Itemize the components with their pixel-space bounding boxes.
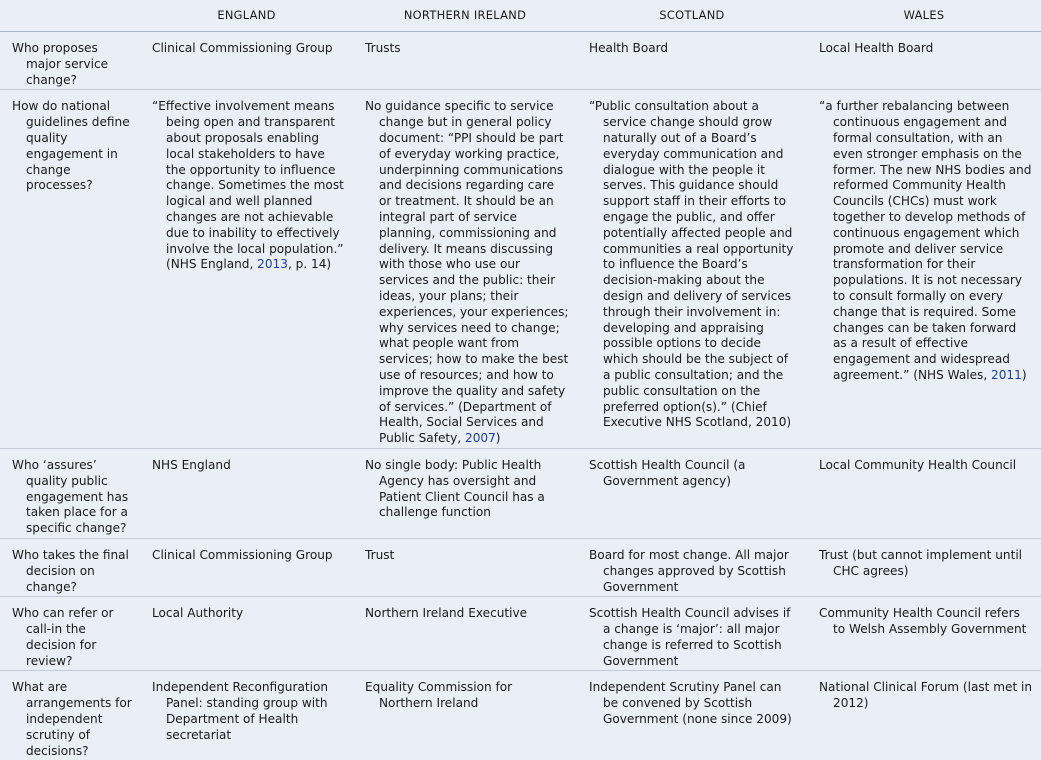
row-question: [0, 448, 140, 538]
cell-scotland: Health Board: [577, 32, 807, 90]
question-text: What are arrangements for independent scrutiny of decisions?: [12, 680, 132, 758]
cell-scotland: Scottish Health Council advises if a change is ‘major’: all major change is referred to Scottish Government: [577, 597, 807, 671]
cell-wales: Local Health Board: [807, 32, 1041, 90]
table-row: [0, 597, 1041, 671]
row-question: [0, 90, 140, 449]
header-wales: WALES: [807, 0, 1041, 32]
row-question: [0, 597, 140, 671]
citation-link-2011[interactable]: 2011: [991, 367, 1022, 382]
cell-wales: [807, 90, 1041, 449]
question-text: Who ‘assures’ quality public engagement has taken place for a specific change?: [12, 457, 129, 536]
cell-northern-ireland: Equality Commission for Northern Ireland: [365, 680, 513, 711]
cell-scotland: [577, 90, 807, 449]
cell-northern-ireland: Trust: [353, 538, 577, 596]
header-northern-ireland: NORTHERN IRELAND: [353, 0, 577, 32]
cell-england: Clinical Commissioning Group: [140, 538, 353, 596]
question-text: Who takes the final decision on change?: [12, 547, 129, 594]
cell-wales: National Clinical Forum (last met in 2012): [819, 680, 1033, 711]
table-row: [0, 671, 1041, 760]
citation-tail: ): [495, 431, 501, 446]
cell-northern-ireland: [353, 90, 577, 449]
cell-northern-ireland: Northern Ireland Executive: [353, 597, 577, 671]
row-question: [0, 538, 140, 596]
cell-scotland: Board for most change. All major changes approved by Scottish Government: [577, 538, 807, 596]
citation-link-2013[interactable]: 2013: [257, 257, 288, 272]
question-text: How do national guidelines define quality engagement in change processes?: [12, 99, 130, 193]
cell-england: Independent Reconfiguration Panel: standing group with Department of Health secretariat: [152, 680, 329, 742]
row-question: [0, 32, 140, 90]
cell-scotland: Scottish Health Council (a Government agency): [577, 448, 807, 538]
row-question: [0, 671, 140, 760]
header-corner: [0, 0, 140, 32]
table-row: [0, 90, 1041, 449]
cell-england: Local Authority: [140, 597, 353, 671]
quote-text: “Effective involvement means being open and transparent about proposals enabling local stakeholders to have the opportunity to influence change. Sometimes the most logical and well planned changes are not achievable due to inability to effectively involve the local population.” (NHS England,: [152, 99, 344, 272]
table-row: [0, 448, 1041, 538]
citation-link-2007[interactable]: 2007: [465, 431, 496, 446]
header-scotland: SCOTLAND: [577, 0, 807, 32]
question-text: Who can refer or call-in the decision for review?: [12, 606, 114, 668]
citation-tail: , p. 14): [287, 257, 332, 272]
cell-england: Clinical Commissioning Group: [140, 32, 353, 90]
cell-scotland: Independent Scrutiny Panel can be convened by Scottish Government (none since 2009): [589, 680, 792, 727]
cell-england: NHS England: [140, 448, 353, 538]
cell-wales: Community Health Council refers to Welsh Assembly Government: [807, 597, 1041, 671]
header-row: [0, 0, 1041, 32]
table-row: [0, 32, 1041, 90]
quote-text: “a further rebalancing between continuous engagement and formal consultation, with an even stronger emphasis on the former. The new NHS bodies and reformed Community Health Councils (CHCs) must work together to develop methods of continuous engagement which promote and deliver service transformation for their populations. It is not necessary to consult formally on every change that is required. Some changes can be taken forward as a result of effective engagement and widespread agreement.” (NHS Wales,: [819, 99, 1032, 382]
cell-northern-ireland: No single body: Public Health Agency has oversight and Patient Client Council has a challenge function: [353, 448, 577, 538]
cell-wales: Trust (but cannot implement until CHC agrees): [807, 538, 1041, 596]
header-england: ENGLAND: [140, 0, 353, 32]
quote-text: No guidance specific to service change but in general policy document: “PPI should be part of everyday working practice, underpinning communications and decisions regarding care or treatment. It should be an integral part of service planning, commissioning and delivery. It means discussing with those who use our services and the public: their ideas, your plans; their experiences, your experiences; why services need to change; what people want from services; how to make the best use of resources; and how to improve the quality and safety of services.” (Department of Health, Social Services and Public Safety,: [365, 99, 569, 446]
table-row: [0, 538, 1041, 596]
citation-tail: ): [1021, 367, 1027, 382]
question-text: Who proposes major service change?: [12, 41, 109, 87]
cell-wales: Local Community Health Council: [807, 448, 1041, 538]
cell-england: [140, 90, 353, 449]
quote-text: “Public consultation about a service change should grow naturally out of a Board’s everyday communication and dialogue with the people it serves. This guidance should support staff in their efforts to engage the public, and offer potentially affected people and communities a real opportunity to influence the Board’s decision-making about the design and delivery of services through their involvement in: developing and appraising possible options to decide which should be the subject of a public consultation; and the public consultation on the preferred option(s).” (Chief Executive NHS Scotland, 2010): [589, 99, 794, 430]
cell-northern-ireland: Trusts: [353, 32, 577, 90]
